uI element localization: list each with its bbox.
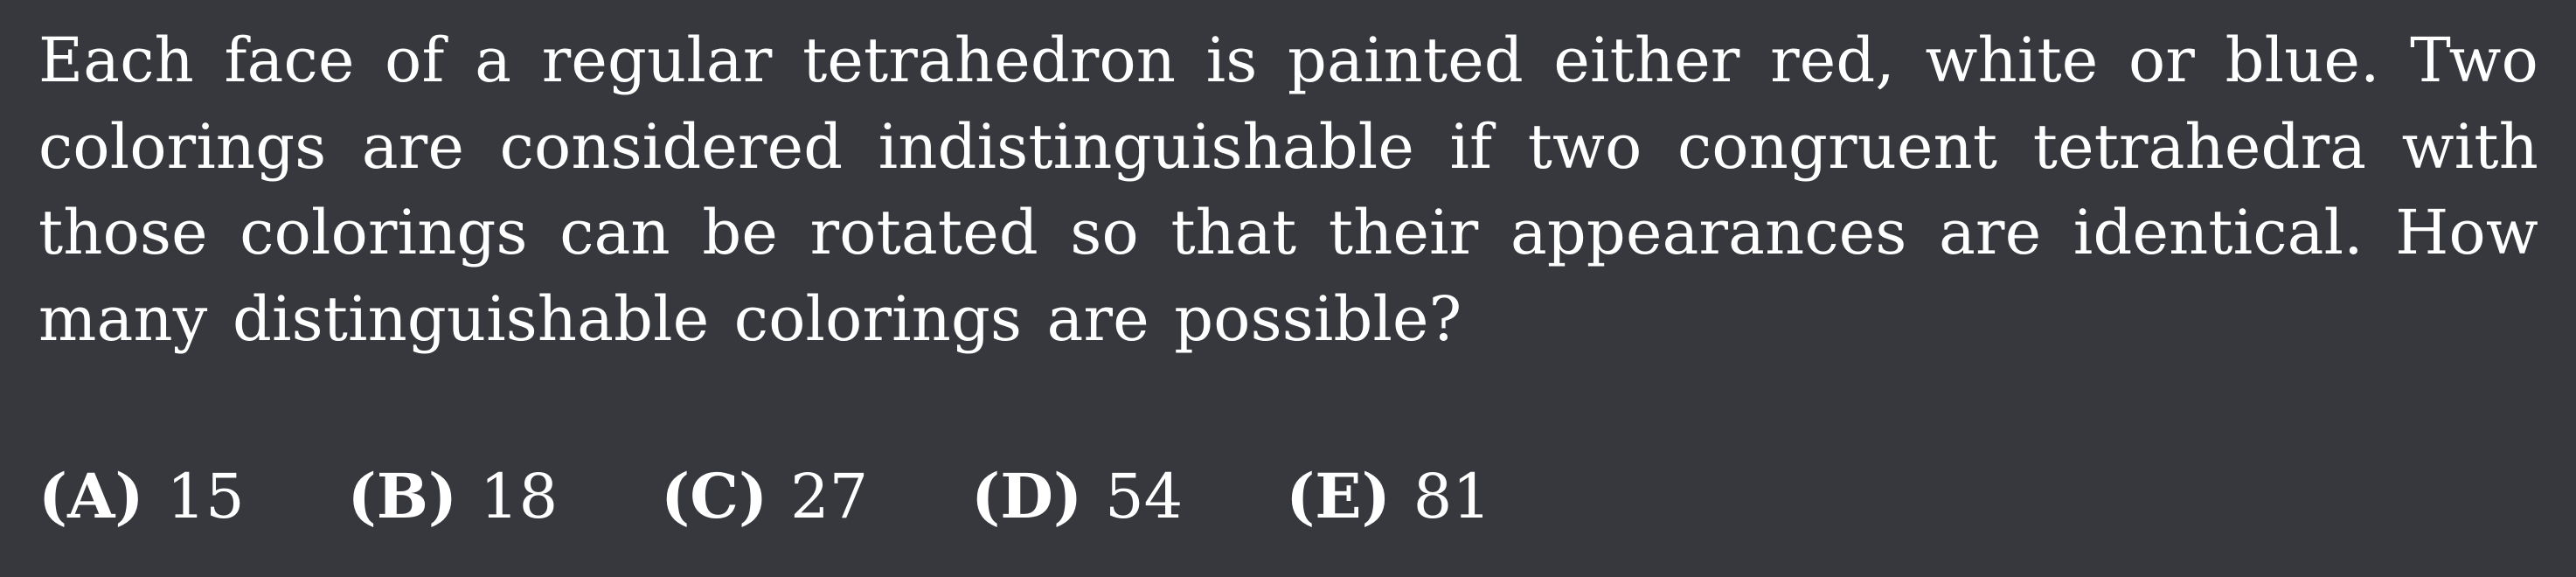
choice-b-label: (B) <box>347 459 458 532</box>
choice-c-label: (C) <box>661 459 768 532</box>
choice-e-value: 81 <box>1413 460 1491 532</box>
answer-choices <box>38 453 1491 539</box>
choice-a-label: (A) <box>38 459 144 532</box>
choice-c-value: 27 <box>790 460 869 532</box>
choice-a <box>38 460 245 532</box>
choice-d-label: (D) <box>971 459 1083 532</box>
choice-a-value: 15 <box>166 460 245 532</box>
choice-d-value: 54 <box>1105 460 1184 532</box>
choice-e <box>1286 460 1491 532</box>
choice-d <box>971 460 1183 532</box>
choice-b <box>348 460 558 532</box>
problem-text: Each face of a regular tetrahedron is painted either red, white or blue. Two colorings are considered indistinguishable if two congruent tetrahedra with those colorings can be rotated so that their appearances are identical. How many distinguishable colorings are possible? <box>38 24 2538 355</box>
choice-b-value: 18 <box>480 460 559 532</box>
choice-c <box>661 460 868 532</box>
choice-e-label: (E) <box>1286 459 1391 532</box>
